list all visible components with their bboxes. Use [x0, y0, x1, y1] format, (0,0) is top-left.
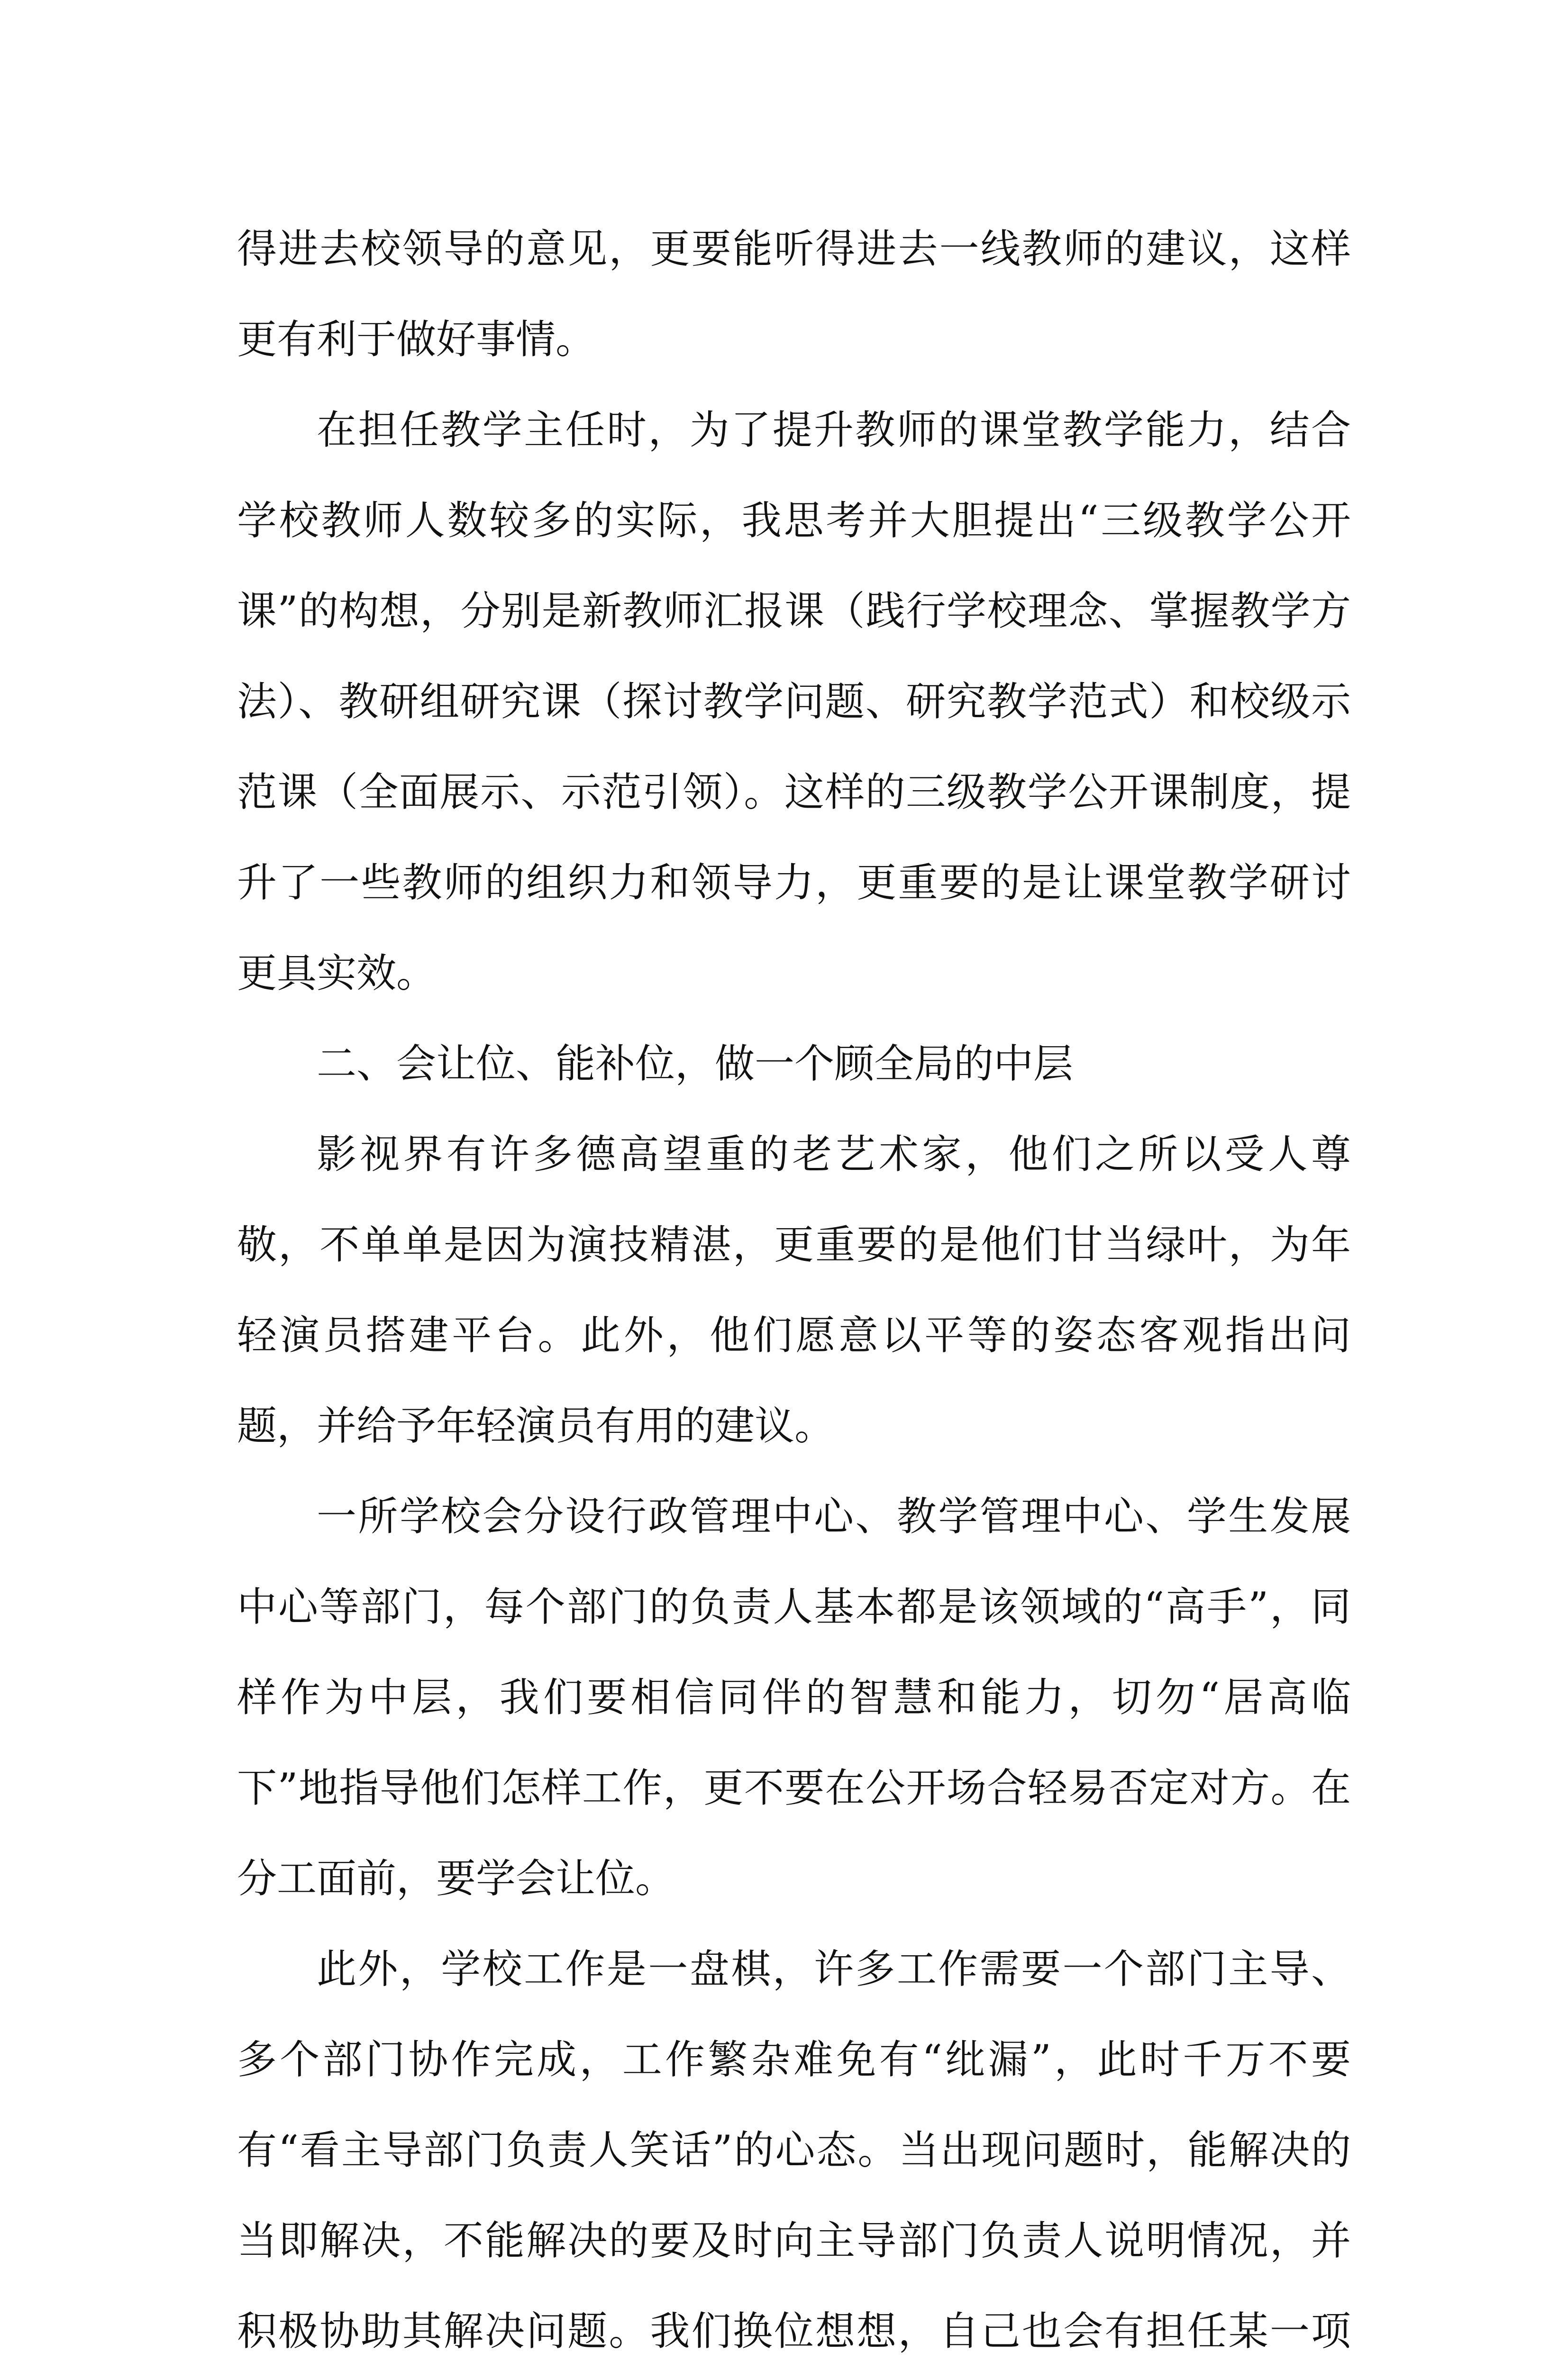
paragraph-school-departments: 一所学校会分设行政管理中心、教学管理中心、学生发展中心等部门，每个部门的负责人基本都是该领域的“高手”，同样作为中层，我们要相信同伴的智慧和能力，切勿“居高临下”地指导他们怎样工作，更不要在公开场合轻易否定对方。在分工面前，要学会让位。	[237, 1493, 1351, 1902]
paragraph-continuation: 得进去校领导的意见，更要能听得进去一线教师的建议，这样更有利于做好事情。	[237, 226, 1351, 363]
section-heading: 二、会让位、能补位，做一个顾全局的中层	[317, 1040, 1074, 1087]
document-body	[237, 204, 1351, 2370]
paragraph-veteran-artists: 影视界有许多德高望重的老艺术家，他们之所以受人尊敬，不单单是因为演技精湛，更重要的是他们甘当绿叶，为年轻演员搭建平台。此外，他们愿意以平等的姿态客观指出问题，并给予年轻演员有用的建议。	[237, 1131, 1351, 1449]
paragraph-teaching-director: 在担任教学主任时，为了提升教师的课堂教学能力，结合学校教师人数较多的实际，我思考并大胆提出“三级教学公开课”的构想，分别是新教师汇报课（践行学校理念、掌握教学方法）、教研组研究课（探讨教学问题、研究教学范式）和校级示范课（全面展示、示范引领）。这样的三级教学公开课制度，提升了一些教师的组织力和领导力，更重要的是让课堂教学研讨更具实效。	[237, 407, 1351, 996]
paragraph-cooperation: 此外，学校工作是一盘棋，许多工作需要一个部门主导、多个部门协作完成，工作繁杂难免有“纰漏”，此时千万不要有“看主导部门负责人笑话”的心态。当出现问题时，能解决的当即解决，不能解决的要及时向主导部门负责人说明情况，并积极协助其解决问题。我们换位想想，自己也会有担任某一项	[237, 1946, 1351, 2354]
